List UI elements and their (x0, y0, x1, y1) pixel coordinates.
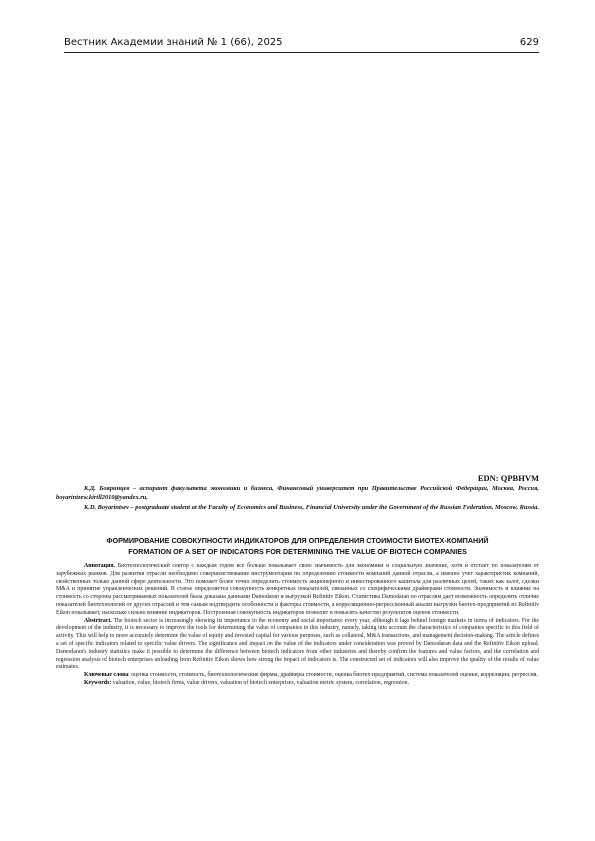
author-info-en: K.D. Boyarintsev – postgraduate student at the Faculty of Economics and Business, Financial University under the Government of the Russian Federation, Moscow, Russia. (84, 503, 539, 511)
author-info-ru: К.Д. Бояринцев – аспирант факультета экономики и бизнеса, Финансовый университет при Правительстве Российской Федерации, Москва, Россия, boyarintzew.kirill2010@yandex.ru, (56, 485, 539, 502)
abstract-label: Abstrtract. (84, 617, 112, 624)
keywords-ru-text: : оценка стоимости, стоимость, биотехнологические фирмы, драйверы стоимости, оценка биотех-предприятий, система показателей оценки, корреляция, регрессия. (128, 672, 538, 679)
annotation-text: Биотехнологический сектор с каждым годом все больше показывает свою значимость для экономики и социальную значение, хотя и отстает по показателям от зарубежных рынков. Для развития отрасли необходимо совершенствование инструментария по определению стоимости компаний данной отрасли, а именно учет характеристик компаний, свойственных только данной сфере деятельности. Это поможет более точно определить стоимость акционерного и инвестированного капитала для различных целей, таких как залог, сделки M&A и принятие управленческих решений. В статье определяется совокупность конкретных показателей, связанных со специфическими драйверами стоимости. Значимость и влияние на стоимость со стороны рассматриваемых показателей была доказана данными Damodaran и выгрузкой Refinitiv Eikon. Статистика Damodaran по отраслям дает возможность определить отличие показателей биотехнологий от других отраслей и тем самым подтвердить особенности и факторы стоимости, а корреляционно-регрессионный анализ выгрузки биотех-предприятий из Refinitiv Eikon показывает, насколько сильно влияние индикаторов. Построенная совокупность индикаторов позволит и повысить качество результатов оценок стоимости. (56, 563, 539, 616)
annotation-paragraph (56, 563, 539, 618)
running-header (64, 37, 539, 51)
journal-title: Вестник Академии знаний № 1 (66), 2025 (64, 37, 283, 48)
abstract-text: The biotech sector is increasingly showing its importance to the economy and social importance every year, although it lags behind foreign markets in terms of indicators. For the development of the industry, it is necessary to improve the tools for determining the value of companies in this industry, namely, taking into account the characteristics of companies specific to this field of activity. This will help to more accurately determine the value of equity and invested capital for various purposes, such as collateral, M&A transactions, and management decision-making. The article defines a set of specific indicators related to specific value drivers. The significance and impact on the value of the indicators under consideration was proved by Damodaran data and the Refinitiv Eikon upload. Damodaran's industry statistics make it possible to determine the difference between biotech indicators from other industries and thereby confirm the features and value factors, and the correlation and regression analysis of biotech enterprises unloading from Refinitiv Eikon shows how strong the impact of indicators is. The constructed set of indicators will also improve the quality of the results of value estimates. (56, 617, 539, 671)
header-divider (64, 52, 539, 53)
page-number: 629 (519, 37, 539, 48)
keywords-en-label: Keywords: (84, 679, 112, 686)
article-title-en: FORMATION OF A SET OF INDICATORS FOR DETERMINING THE VALUE OF BIOTECH COMPANIES (128, 547, 467, 556)
annotation-label: Аннотация. (84, 563, 116, 569)
author-info (56, 484, 539, 512)
article-title-ru: ФОРМИРОВАНИЕ СОВОКУПНОСТИ ИНДИКАТОРОВ ДЛЯ ОПРЕДЕЛЕНИЯ СТОИМОСТИ БИОТЕХ-КОМПАНИЙ (106, 536, 489, 545)
keywords-ru-paragraph (56, 672, 539, 680)
article-title (56, 535, 539, 557)
abstract-paragraph (56, 618, 539, 673)
article-abstract-block (56, 563, 539, 688)
keywords-en-paragraph (56, 680, 539, 688)
keywords-en-text: valuation, value, biotech firms, value drivers, valuation of biotech enterprises, valuation metric system, correlation, regression. (111, 679, 410, 686)
edn-code: EDN: QPBHVM (477, 473, 539, 483)
keywords-ru-label: Ключевые слова (84, 672, 129, 679)
